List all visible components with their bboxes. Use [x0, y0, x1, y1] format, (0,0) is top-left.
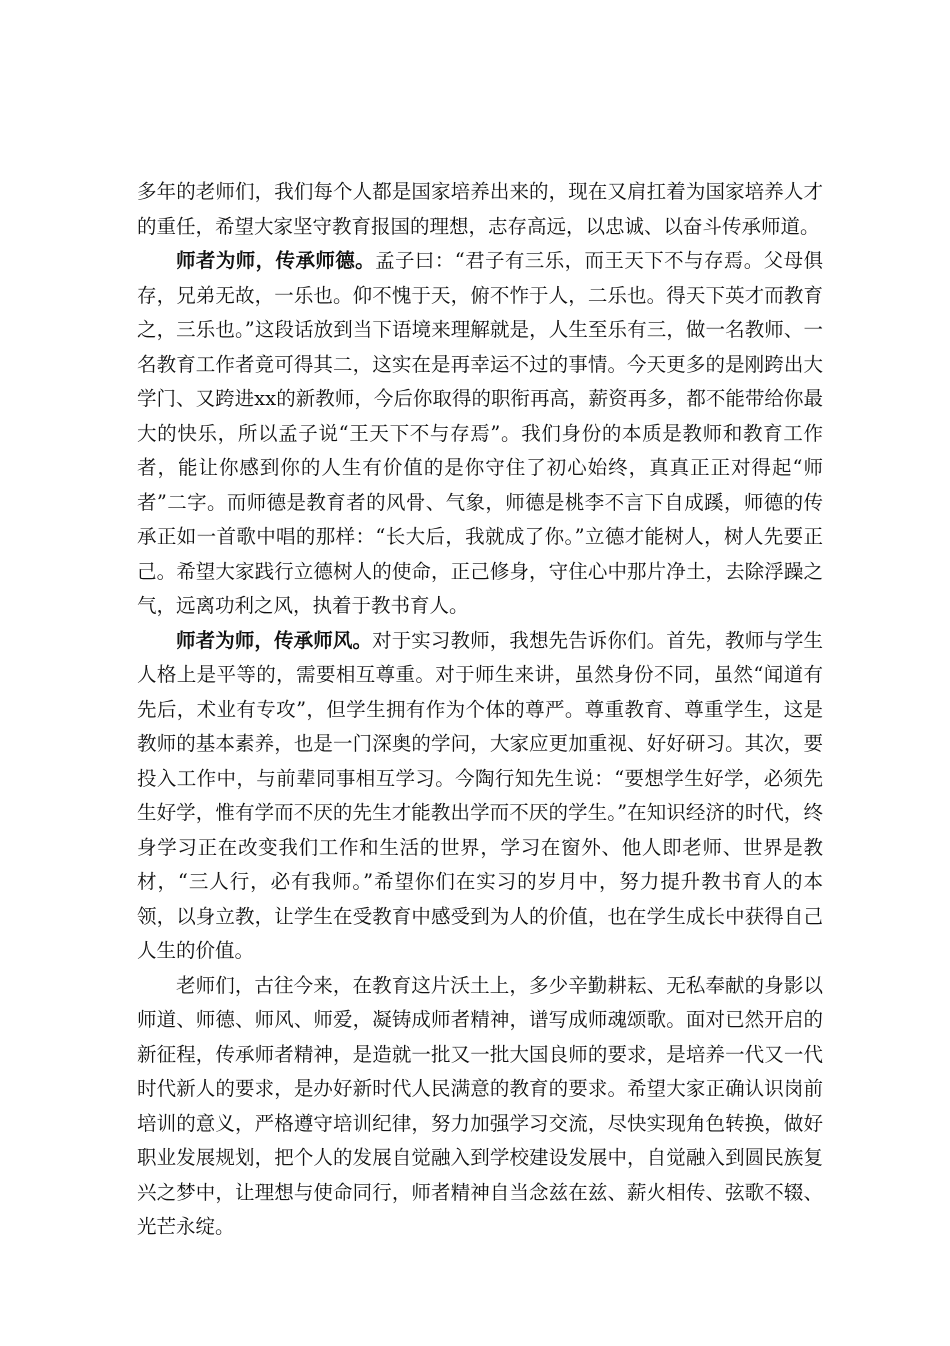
document-page: [137, 175, 823, 1245]
paragraph-continuation: [137, 175, 823, 244]
paragraph-lead-heading: 师者为师，传承师风。: [176, 628, 373, 652]
paragraph-text: 孟子曰：“君子有三乐，而王天下不与存焉。父母俱存，兄弟无故，一乐也。仰不愧于天，俯不怍于人，二乐也。得天下英才而教育之，三乐也。”这段话放到当下语境来理解就是，人生至乐有三，做一名教师、一名教育工作者竟可得其二，这实在是再幸运不过的事情。今天更多的是刚跨出大学门、又跨进xx的新教师，今后你取得的职衔再高，薪资再多，都不能带给你最大的快乐，所以孟子说“王天下不与存焉”。我们身份的本质是教师和教育工作者，能让你感到你的人生有价值的是你守住了初心始终，真真正正对得起“师者”二字。而师德是教育者的风骨、气象，师德是桃李不言下自成蹊，师德的传承正如一首歌中唱的那样：“长大后，我就成了你。”立德才能树人，树人先要正己。希望大家践行立德树人的使命，正己修身，守住心中那片净土，去除浮躁之气，远离功利之风，执着于教书育人。: [137, 249, 823, 617]
paragraph-text: 老师们，古往今来，在教育这片沃土上，多少辛勤耕耘、无私奉献的身影以师道、师德、师风、师爱，凝铸成师者精神，谱写成师魂颂歌。面对已然开启的新征程，传承师者精神，是造就一批又一批大国良师的要求，是培养一代又一代时代新人的要求，是办好新时代人民满意的教育的要求。希望大家正确认识岗前培训的意义，严格遵守培训纪律，努力加强学习交流，尽快实现角色转换，做好职业发展规划，把个人的发展自觉融入到学校建设发展中，自觉融入到圆民族复兴之梦中，让理想与使命同行，师者精神自当念兹在兹、薪火相传、弦歌不辍、光芒永绽。: [137, 973, 823, 1238]
paragraph-teacher-style: [137, 624, 823, 969]
paragraph-teacher-ethics: [137, 244, 823, 624]
paragraph-text: 多年的老师们，我们每个人都是国家培养出来的，现在又肩扛着为国家培养人才的重任，希望大家坚守教育报国的理想，志存高远，以忠诚、以奋斗传承师道。: [137, 180, 823, 238]
paragraph-closing: [137, 969, 823, 1245]
paragraph-text: 对于实习教师，我想先告诉你们。首先，教师与学生人格上是平等的，需要相互尊重。对于师生来讲，虽然身份不同，虽然“闻道有先后，术业有专攻”，但学生拥有作为个体的尊严。尊重教育、尊重学生，这是教师的基本素养，也是一门深奥的学问，大家应更加重视、好好研习。其次，要投入工作中，与前辈同事相互学习。今陶行知先生说：“要想学生好学，必须先生好学，惟有学而不厌的先生才能教出学而不厌的学生。”在知识经济的时代，终身学习正在改变我们工作和生活的世界，学习在窗外、他人即老师、世界是教材，“三人行，必有我师。”希望你们在实习的岁月中，努力提升教书育人的本领，以身立教，让学生在受教育中感受到为人的价值，也在学生成长中获得自己人生的价值。: [137, 628, 823, 962]
paragraph-lead-heading: 师者为师，传承师德。: [176, 249, 376, 272]
